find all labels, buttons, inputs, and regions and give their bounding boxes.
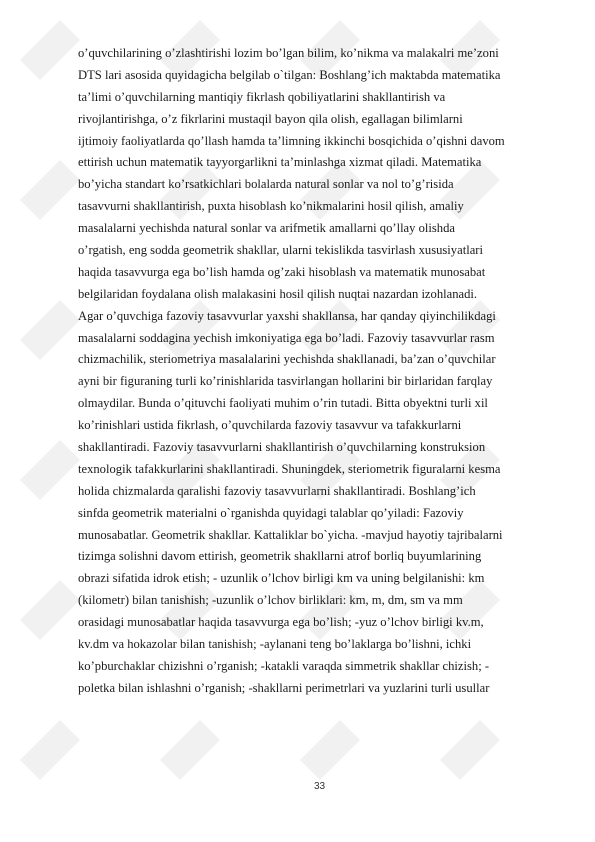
text-line: ijtimoiy faoliyatlarda qo’llash hamda ta’limning ikkinchi bosqichida o’qishni davom bbox=[78, 133, 505, 148]
text-line: holida chizmalarda qaralishi fazoviy tasavvurlarni shakllantiradi. Boshlang’ich bbox=[78, 483, 476, 498]
text-line: ko’rinishlari ustida fikrlash, o’quvchilarda fazoviy tasavvur va tafakkurlarni bbox=[78, 418, 462, 433]
text-line: masalalarni soddagina yechish imkoniyatiga ega bo’ladi. Fazoviy tasavvurlar rasm bbox=[78, 330, 495, 345]
text-line: Agar o’quvchiga fazoviy tasavvurlar yaxshi shakllansa, har qanday qiyinchilikdagi bbox=[78, 308, 496, 323]
text-line: ayni bir figuraning turli ko’rinishlarida tasvirlangan hollarini bir birlaridan farqlay bbox=[78, 374, 493, 389]
page-number: 33 bbox=[313, 781, 326, 792]
text-line: obrazi sifatida idrok etish; - uzunlik o’lchov birligi km va uning belgilanishi: km bbox=[78, 571, 485, 586]
text-line: belgilaridan foydalana olish malakasini hosil qilish nuqtai nazardan izohlanadi. bbox=[78, 286, 478, 301]
text-line: bo’yicha standart ko’rsatkichlari bolalarda natural sonlar va nol to’g’risida bbox=[78, 177, 454, 192]
text-line: ko’pburchaklar chizishni o’rganish; -katakli varaqda simmetrik shakllar chizish; - bbox=[78, 658, 490, 673]
text-line: o’rgatish, eng sodda geometrik shakllar, ularni tekislikda tasvirlash xususiyatlari bbox=[78, 243, 483, 258]
body-text bbox=[78, 43, 556, 700]
text-line: haqida tasavvurga ega bo’lish hamda og’zaki hisoblash va matematik munosabat bbox=[78, 264, 486, 279]
text-line: olmaydilar. Bunda o’qituvchi faoliyati muhim o’rin tutadi. Bitta obyektni turli xil bbox=[78, 396, 488, 411]
text-line: masalalarni yechishda natural sonlar va arifmetik amallarni qo’llay olishda bbox=[78, 221, 455, 236]
text-line: rivojlantirishga, o’z fikrlarini mustaqil bayon qila olish, egallagan bilimlarni bbox=[78, 111, 463, 126]
text-line: texnologik tafakkurlarini shakllantiradi. Shuningdek, steriometrik figuralarni kesma bbox=[78, 461, 501, 476]
text-line: kv.dm va hokazolar bilan tanishish; -aylanani teng bo’laklarga bo’lishni, ichki bbox=[78, 637, 472, 652]
text-line: shakllantiradi. Fazoviy tasavvurlarni shakllantirish o’quvchilarning konstruksion bbox=[78, 440, 486, 455]
text-line: ta’limi o’quvchilarning mantiqiy fikrlash qobiliyatlarini shakllantirish va bbox=[78, 89, 446, 104]
text-line: tasavvurni shakllantirish, puxta hisoblash ko’nikmalarini hosil qilish, amaliy bbox=[78, 199, 464, 214]
text-line: munosabatlar. Geometrik shakllar. Kattaliklar bo`yicha. -mavjud hayotiy tajribalarni bbox=[78, 527, 503, 542]
text-line: o’quvchilarining o’zlashtirishi lozim bo’lgan bilim, ko’nikma va malakalri me’zoni bbox=[78, 46, 499, 60]
text-line: chizmachilik, steriometriya masalalarini yechishda shakllanadi, ba’zan o’quvchilar bbox=[78, 352, 496, 367]
text-line: orasidagi munosabatlar haqida tasavvurga ega bo’lish; -yuz o’lchov birligi kv.m, bbox=[78, 615, 484, 630]
text-line: tizimga solishni davom ettirish, geometrik shakllarni atrof borliq buyumlarining bbox=[78, 549, 482, 564]
text-line: DTS lari asosida quyidagicha belgilab o`tilgan: Boshlang’ich maktabda matematika bbox=[78, 67, 501, 82]
text-line: poletka bilan ishlashni o’rganish; -shakllarni perimetrlari va yuzlarini turli usullar bbox=[78, 680, 490, 695]
text-line: (kilometr) bilan tanishish; -uzunlik o’lchov birliklari: km, m, dm, sm va mm bbox=[78, 593, 463, 608]
text-line: sinfda geometrik materialni o`rganishda quyidagi talablar qo’yiladi: Fazoviy bbox=[78, 505, 464, 520]
text-line: ettirish uchun matematik tayyorgarlikni ta’minlashga xizmat qiladi. Matematika bbox=[78, 155, 482, 170]
